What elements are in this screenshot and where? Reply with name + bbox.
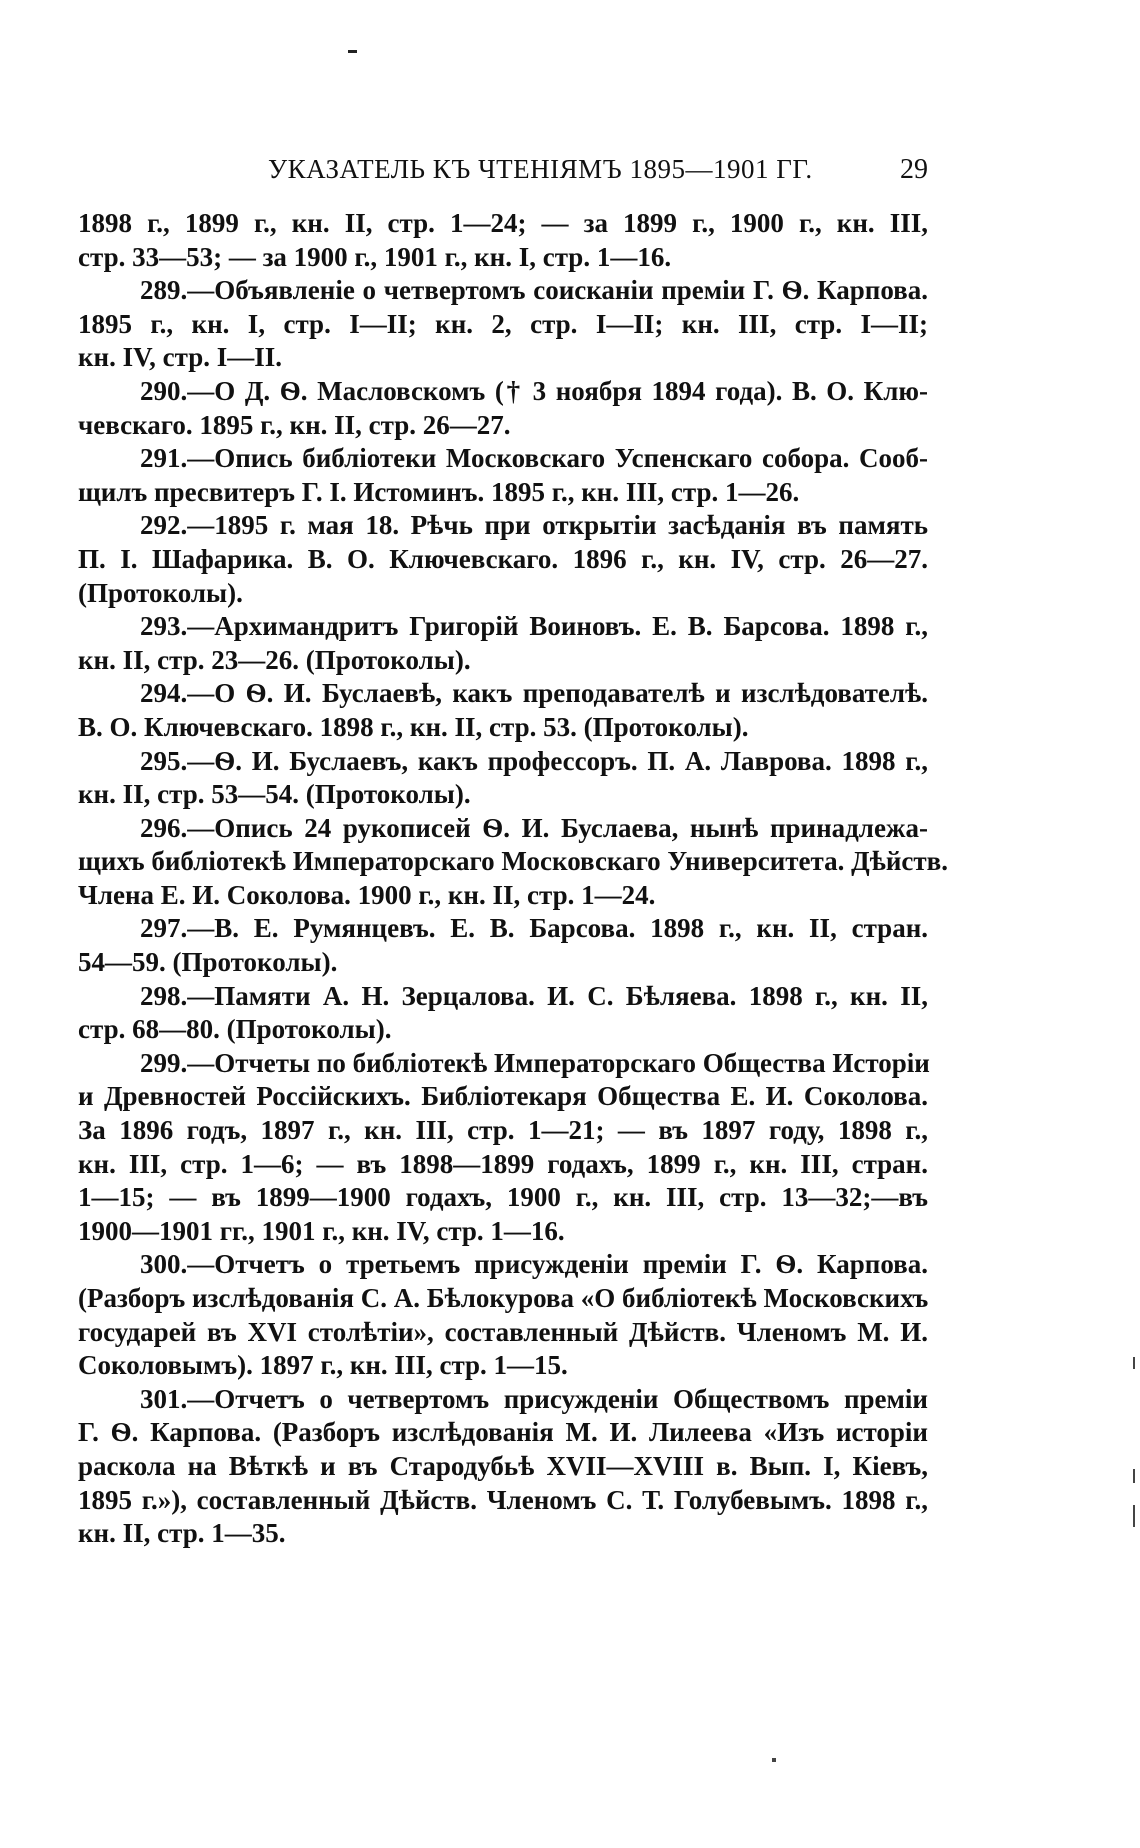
entry-line: кн. II, стр. 1—35. [78,1518,286,1549]
index-entries [78,207,948,1551]
entry-line: 295.—Ѳ. И. Буслаевъ, какъ профессоръ. П. А. Лаврова. 1898 г., [140,745,928,776]
entry-line: За 1896 годъ, 1897 г., кн. III, стр. 1—21; — въ 1897 году, 1898 г., [78,1115,928,1146]
entry-line: 292.—1895 г. мая 18. Рѣчь при открытіи засѣданія въ память [140,510,928,541]
entry-line: кн. II, стр. 53—54. (Протоколы). [78,779,471,810]
entry-line: Члена Е. И. Соколова. 1900 г., кн. II, стр. 1—24. [78,879,656,910]
entry-line: щихъ библіотекѣ Императорскаго Московскаго Университета. Дѣйств. [78,846,948,877]
entry-line: стр. 33—53; — за 1900 г., 1901 г., кн. I, стр. 1—16. [78,241,672,272]
entry-line: 294.—О Ѳ. И. Буслаевѣ, какъ преподавателѣ и изслѣдователѣ. [140,678,928,709]
entry-line: 1895 г., кн. I, стр. I—II; кн. 2, стр. I—II; кн. III, стр. I—II; [78,308,928,339]
printer-mark [348,50,357,53]
entry-line: В. О. Ключевскаго. 1898 г., кн. II, стр. 53. (Протоколы). [78,711,749,742]
entry-line: 300.—Отчетъ о третьемъ присужденіи преміи Г. Ѳ. Карпова. [140,1249,928,1280]
entry-line: (Протоколы). [78,577,243,608]
entry-line: Соколовымъ). 1897 г., кн. III, стр. 1—15. [78,1350,568,1381]
entry-line: 1—15; — въ 1899—1900 годахъ, 1900 г., кн. III, стр. 13—32;—въ [78,1182,928,1213]
entry-line: раскола на Вѣткѣ и въ Стародубьѣ XVII—XVIII в. Вып. I, Кіевъ, [78,1450,928,1481]
entry-line: Г. Ѳ. Карпова. (Разборъ изслѣдованія М. И. Лилеева «Изъ исторіи [78,1417,928,1448]
entry-line: 298.—Памяти А. Н. Зерцалова. И. С. Бѣляева. 1898 г., кн. II, [140,980,928,1011]
entry-line: 293.—Архимандритъ Григорій Воиновъ. Е. В. Барсова. 1898 г., [140,611,928,642]
entry-line: 297.—В. Е. Румянцевъ. Е. В. Барсова. 1898 г., кн. II, стран. [140,913,928,944]
entry-line: кн. III, стр. 1—6; — въ 1898—1899 годахъ, 1899 г., кн. III, стран. [78,1148,928,1179]
entry-line: кн. II, стр. 23—26. (Протоколы). [78,644,471,675]
entry-line: 54—59. (Протоколы). [78,947,338,978]
scan-speck [1133,1505,1135,1527]
entry-line: стр. 68—80. (Протоколы). [78,1014,392,1045]
entry-line: 290.—О Д. Ѳ. Масловскомъ († 3 ноября 1894 года). В. О. Клю- [140,375,928,406]
scan-speck [1133,1357,1135,1369]
entry-line: 1895 г.»), составленный Дѣйств. Членомъ С. Т. Голубевымъ. 1898 г., [78,1484,928,1515]
entry-line: щилъ пресвитеръ Г. I. Истоминъ. 1895 г., кн. III, стр. 1—26. [78,476,800,507]
entry-line: П. I. Шафарика. В. О. Ключевскаго. 1896 г., кн. IV, стр. 26—27. [78,543,928,574]
entry-line: чевскаго. 1895 г., кн. II, стр. 26—27. [78,409,511,440]
running-title: УКАЗАТЕЛЬ КЪ ЧТЕНІЯМЪ 1895—1901 ГГ. [268,154,813,184]
entry-line: 1900—1901 гг., 1901 г., кн. IV, стр. 1—16. [78,1215,565,1246]
entry-line: и Древностей Россійскихъ. Библіотекаря Общества Е. И. Соколова. [78,1081,928,1112]
scan-speck [1133,1469,1135,1483]
entry-line: 301.—Отчетъ о четвертомъ присужденіи Обществомъ преміи [140,1383,928,1414]
entry-line: 289.—Объявленіе о четвертомъ соисканіи преміи Г. Ѳ. Карпова. [140,275,928,306]
entry-line: 1898 г., 1899 г., кн. II, стр. 1—24; — за 1899 г., 1900 г., кн. III, [78,208,928,238]
entry-line: государей въ XVI столѣтіи», составленный Дѣйств. Членомъ М. И. [78,1316,928,1347]
entry-line: кн. IV, стр. I—II. [78,342,283,373]
entry-line: (Разборъ изслѣдованія С. А. Бѣлокурова «О библіотекѣ Московскихъ [78,1283,929,1313]
entry-line: 299.—Отчеты по библіотекѣ Императорскаго Общества Исторіи [140,1047,930,1078]
entry-line: 296.—Опись 24 рукописей Ѳ. И. Буслаева, нынѣ принадлежа- [140,812,928,843]
entry-line: 291.—Опись библіотеки Московскаго Успенскаго собора. Сооб- [140,443,928,474]
running-header [78,154,928,190]
page-number: 29 [900,154,928,185]
scan-speck [772,1758,776,1762]
